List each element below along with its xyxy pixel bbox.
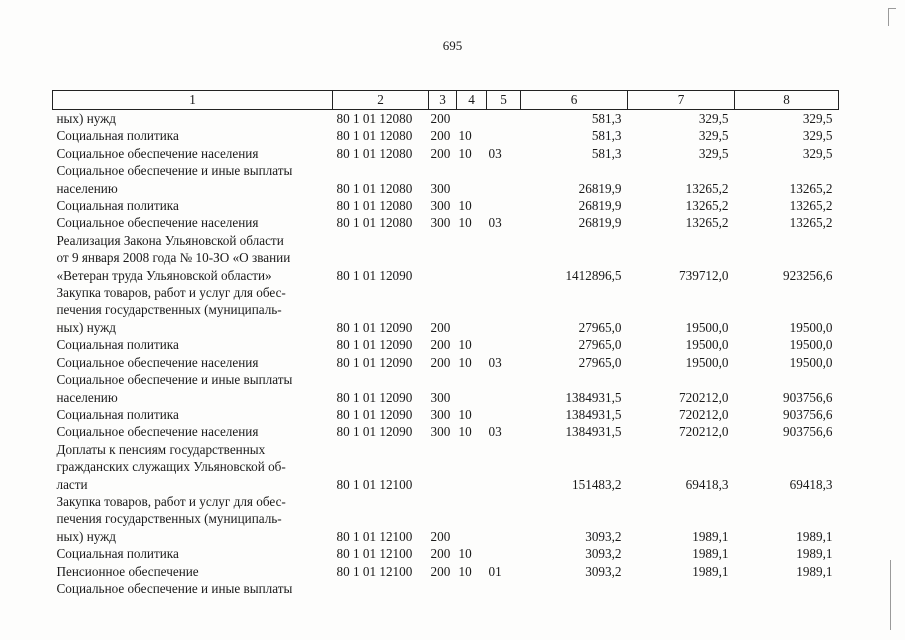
row-name-cell: печения государственных (муниципаль- — [56, 511, 282, 527]
row-name-cell: ных) нужд — [56, 528, 116, 544]
subsection-cell — [487, 545, 521, 562]
section-cell — [457, 301, 487, 318]
row-name-cell: Социальное обеспечение и иные выплаты — [56, 372, 293, 388]
amount-col-7-cell — [628, 301, 735, 318]
section-cell: 10 — [458, 546, 472, 562]
amount-col-7-cell: 19500,0 — [685, 337, 729, 353]
section-cell — [457, 162, 487, 179]
row-name-cell: Социальная политика — [56, 406, 179, 422]
amount-col-7-cell: 69418,3 — [685, 476, 729, 492]
amount-col-8-cell: 329,5 — [802, 111, 833, 126]
amount-col-7-cell — [628, 371, 735, 388]
amount-col-7-cell: 720212,0 — [679, 389, 729, 405]
subsection-cell — [487, 284, 521, 301]
section-cell: 10 — [458, 145, 472, 161]
row-name-cell: Социальная политика — [56, 198, 179, 214]
expense-type-cell: 200 — [430, 337, 451, 353]
amount-col-8-cell: 13265,2 — [789, 198, 833, 214]
row-name-cell: «Ветеран труда Ульяновской области» — [56, 267, 272, 283]
expense-type-cell: 200 — [430, 528, 451, 544]
expense-type-cell — [429, 267, 457, 284]
table-row — [53, 389, 839, 406]
budget-code-cell: 80 1 01 12090 — [336, 424, 413, 440]
column-header: 1 — [53, 91, 333, 110]
budget-code-cell: 80 1 01 12090 — [336, 354, 413, 370]
amount-col-8-cell: 19500,0 — [789, 319, 833, 335]
amount-col-8-cell: 13265,2 — [789, 180, 833, 196]
section-cell — [457, 267, 487, 284]
section-cell — [457, 371, 487, 388]
amount-col-6-cell: 3093,2 — [585, 528, 622, 544]
amount-col-6-cell — [521, 493, 628, 510]
table-row — [53, 371, 839, 388]
expense-type-cell — [429, 458, 457, 475]
amount-col-8-cell — [735, 371, 839, 388]
section-cell: 10 — [458, 198, 472, 214]
section-cell: 10 — [458, 215, 472, 231]
section-cell — [457, 528, 487, 545]
table-row — [53, 197, 839, 214]
subsection-cell: 03 — [488, 145, 502, 161]
amount-col-8-cell — [735, 458, 839, 475]
budget-code-cell — [333, 580, 429, 597]
expense-type-cell — [429, 580, 457, 597]
amount-col-8-cell — [735, 510, 839, 527]
expense-type-cell — [429, 493, 457, 510]
row-name-cell: Пенсионное обеспечение — [56, 563, 199, 579]
subsection-cell — [487, 493, 521, 510]
expense-type-cell — [429, 162, 457, 179]
expense-type-cell: 300 — [430, 180, 451, 196]
expense-type-cell: 200 — [430, 111, 451, 126]
expense-type-cell — [429, 249, 457, 266]
expense-type-cell: 200 — [430, 145, 451, 161]
budget-code-cell: 80 1 01 12100 — [336, 528, 413, 544]
row-name-cell: Закупка товаров, работ и услуг для обес- — [56, 493, 286, 509]
section-cell — [457, 284, 487, 301]
scan-edge-mark — [888, 8, 896, 9]
amount-col-8-cell: 903756,6 — [783, 406, 833, 422]
amount-col-7-cell: 13265,2 — [685, 215, 729, 231]
row-name-cell: Социальное обеспечение населения — [56, 354, 259, 370]
column-header: 7 — [628, 91, 735, 110]
page-number: 695 — [442, 38, 463, 53]
expense-type-cell: 300 — [430, 215, 451, 231]
amount-col-6-cell: 26819,9 — [578, 215, 622, 231]
amount-col-7-cell: 329,5 — [698, 128, 729, 144]
amount-col-8-cell — [735, 441, 839, 458]
subsection-cell — [487, 180, 521, 197]
subsection-cell — [487, 389, 521, 406]
subsection-cell — [487, 249, 521, 266]
table-body — [53, 110, 839, 598]
amount-col-7-cell: 329,5 — [698, 145, 729, 161]
row-name-cell: гражданских служащих Ульяновской об- — [56, 459, 286, 475]
section-cell — [457, 510, 487, 527]
column-header: 4 — [457, 91, 487, 110]
expense-type-cell — [429, 284, 457, 301]
table-row — [53, 476, 839, 493]
column-header: 5 — [487, 91, 521, 110]
table-row — [53, 319, 839, 336]
table-row — [53, 232, 839, 249]
amount-col-7-cell: 1989,1 — [692, 563, 729, 579]
amount-col-7-cell — [628, 162, 735, 179]
amount-col-6-cell — [521, 371, 628, 388]
column-header: 8 — [735, 91, 839, 110]
amount-col-7-cell: 720212,0 — [679, 406, 729, 422]
row-name-cell: Реализация Закона Ульяновской области — [56, 232, 284, 248]
row-name-cell: ных) нужд — [56, 319, 116, 335]
subsection-cell — [487, 580, 521, 597]
section-cell: 10 — [458, 337, 472, 353]
row-name-cell: Социальная политика — [56, 337, 179, 353]
table-row — [53, 406, 839, 423]
section-cell — [457, 232, 487, 249]
scan-edge-mark — [888, 8, 889, 26]
table-row — [53, 423, 839, 440]
expense-type-cell — [429, 476, 457, 493]
subsection-cell — [487, 110, 521, 128]
budget-code-cell: 80 1 01 12100 — [336, 563, 413, 579]
amount-col-8-cell: 19500,0 — [789, 354, 833, 370]
row-name-cell: ных) нужд — [56, 111, 116, 126]
amount-col-6-cell: 1384931,5 — [565, 406, 622, 422]
amount-col-6-cell: 26819,9 — [578, 180, 622, 196]
amount-col-8-cell: 903756,6 — [783, 424, 833, 440]
row-name-cell: Социальное обеспечение населения — [56, 215, 259, 231]
budget-code-cell: 80 1 01 12090 — [336, 319, 413, 335]
amount-col-7-cell: 1989,1 — [692, 546, 729, 562]
subsection-cell — [487, 319, 521, 336]
table-row — [53, 458, 839, 475]
section-cell — [457, 249, 487, 266]
amount-col-6-cell — [521, 301, 628, 318]
budget-code-cell — [333, 458, 429, 475]
section-cell — [457, 476, 487, 493]
section-cell — [457, 441, 487, 458]
section-cell: 10 — [458, 406, 472, 422]
amount-col-8-cell — [735, 301, 839, 318]
budget-code-cell — [333, 232, 429, 249]
budget-code-cell: 80 1 01 12090 — [336, 267, 413, 283]
amount-col-6-cell — [521, 441, 628, 458]
row-name-cell: печения государственных (муниципаль- — [56, 302, 282, 318]
amount-col-7-cell: 19500,0 — [685, 319, 729, 335]
amount-col-6-cell: 581,3 — [591, 145, 622, 161]
budget-code-cell — [333, 162, 429, 179]
expense-type-cell: 300 — [430, 406, 451, 422]
section-cell — [457, 319, 487, 336]
amount-col-8-cell — [735, 249, 839, 266]
amount-col-8-cell: 19500,0 — [789, 337, 833, 353]
column-number-header — [53, 91, 839, 110]
amount-col-6-cell: 27965,0 — [578, 319, 622, 335]
row-name-cell: от 9 января 2008 года № 10-ЗО «О звании — [56, 250, 291, 266]
expense-type-cell: 300 — [430, 198, 451, 214]
amount-col-6-cell: 1384931,5 — [565, 424, 622, 440]
amount-col-6-cell — [521, 249, 628, 266]
expense-type-cell: 200 — [430, 354, 451, 370]
budget-code-cell — [333, 493, 429, 510]
expense-type-cell: 200 — [430, 563, 451, 579]
amount-col-6-cell: 3093,2 — [585, 546, 622, 562]
amount-col-6-cell: 27965,0 — [578, 337, 622, 353]
subsection-cell — [487, 162, 521, 179]
amount-col-6-cell: 1412896,5 — [565, 267, 622, 283]
amount-col-6-cell — [521, 162, 628, 179]
budget-code-cell: 80 1 01 12080 — [336, 215, 413, 231]
amount-col-7-cell — [628, 493, 735, 510]
subsection-cell — [487, 371, 521, 388]
budget-code-cell — [333, 510, 429, 527]
table-row — [53, 441, 839, 458]
table-row — [53, 493, 839, 510]
budget-code-cell — [333, 249, 429, 266]
section-cell: 10 — [458, 424, 472, 440]
amount-col-7-cell — [628, 441, 735, 458]
budget-table — [52, 90, 839, 597]
budget-code-cell — [333, 371, 429, 388]
section-cell — [457, 580, 487, 597]
amount-col-6-cell: 26819,9 — [578, 198, 622, 214]
row-name-cell: Социальное обеспечение населения — [56, 145, 259, 161]
amount-col-8-cell: 69418,3 — [789, 476, 833, 492]
section-cell: 10 — [458, 128, 472, 144]
amount-col-6-cell — [521, 232, 628, 249]
expense-type-cell — [429, 510, 457, 527]
budget-code-cell — [333, 301, 429, 318]
table-row — [53, 214, 839, 231]
table-row — [53, 180, 839, 197]
amount-col-6-cell — [521, 510, 628, 527]
row-name-cell: ласти — [56, 476, 88, 492]
amount-col-8-cell — [735, 493, 839, 510]
subsection-cell — [487, 458, 521, 475]
budget-code-cell — [333, 441, 429, 458]
amount-col-7-cell: 13265,2 — [685, 180, 729, 196]
table-row — [53, 336, 839, 353]
column-header: 2 — [333, 91, 429, 110]
amount-col-6-cell — [521, 458, 628, 475]
amount-col-8-cell: 329,5 — [802, 145, 833, 161]
budget-code-cell: 80 1 01 12080 — [336, 198, 413, 214]
table-row — [53, 354, 839, 371]
subsection-cell — [487, 127, 521, 144]
amount-col-7-cell: 739712,0 — [679, 267, 729, 283]
amount-col-7-cell — [628, 580, 735, 597]
table-row — [53, 580, 839, 597]
section-cell: 10 — [458, 354, 472, 370]
amount-col-7-cell: 13265,2 — [685, 198, 729, 214]
row-name-cell: Закупка товаров, работ и услуг для обес- — [56, 285, 286, 301]
row-name-cell: Социальное обеспечение и иные выплаты — [56, 163, 293, 179]
amount-col-7-cell: 19500,0 — [685, 354, 729, 370]
section-cell — [457, 458, 487, 475]
subsection-cell: 01 — [488, 563, 502, 579]
section-cell — [457, 180, 487, 197]
row-name-cell: Доплаты к пенсиям государственных — [56, 441, 266, 457]
subsection-cell — [487, 476, 521, 493]
budget-code-cell: 80 1 01 12080 — [336, 180, 413, 196]
amount-col-8-cell: 13265,2 — [789, 215, 833, 231]
amount-col-8-cell: 1989,1 — [796, 563, 833, 579]
subsection-cell — [487, 301, 521, 318]
scan-edge-mark — [890, 560, 891, 630]
amount-col-8-cell — [735, 580, 839, 597]
amount-col-7-cell — [628, 232, 735, 249]
expense-type-cell: 300 — [430, 424, 451, 440]
amount-col-8-cell: 903756,6 — [783, 389, 833, 405]
section-cell — [457, 493, 487, 510]
amount-col-6-cell — [521, 580, 628, 597]
budget-code-cell: 80 1 01 12080 — [336, 111, 413, 126]
amount-col-7-cell — [628, 284, 735, 301]
expense-type-cell: 200 — [430, 546, 451, 562]
row-name-cell: Социальное обеспечение населения — [56, 424, 259, 440]
amount-col-6-cell: 1384931,5 — [565, 389, 622, 405]
budget-code-cell: 80 1 01 12100 — [336, 546, 413, 562]
budget-code-cell: 80 1 01 12090 — [336, 389, 413, 405]
table-row — [53, 267, 839, 284]
row-name-cell: Социальная политика — [56, 546, 179, 562]
expense-type-cell: 200 — [430, 128, 451, 144]
row-name-cell: населению — [56, 389, 118, 405]
budget-code-cell: 80 1 01 12080 — [336, 128, 413, 144]
amount-col-6-cell: 581,3 — [591, 111, 622, 126]
budget-code-cell: 80 1 01 12100 — [336, 476, 413, 492]
amount-col-8-cell: 329,5 — [802, 128, 833, 144]
expense-type-cell — [429, 371, 457, 388]
expense-type-cell: 200 — [430, 319, 451, 335]
subsection-cell: 03 — [488, 424, 502, 440]
amount-col-7-cell: 720212,0 — [679, 424, 729, 440]
amount-col-6-cell: 151483,2 — [572, 476, 622, 492]
section-cell: 10 — [458, 563, 472, 579]
row-name-cell: Социальная политика — [56, 128, 179, 144]
subsection-cell — [487, 232, 521, 249]
table-row — [53, 284, 839, 301]
table-row — [53, 249, 839, 266]
table-row — [53, 528, 839, 545]
expense-type-cell — [429, 441, 457, 458]
amount-col-8-cell: 1989,1 — [796, 546, 833, 562]
table-row — [53, 563, 839, 580]
expense-type-cell — [429, 232, 457, 249]
section-cell — [457, 389, 487, 406]
table-row — [53, 162, 839, 179]
section-cell — [457, 110, 487, 128]
table-row — [53, 110, 839, 128]
amount-col-8-cell — [735, 162, 839, 179]
budget-code-cell: 80 1 01 12090 — [336, 337, 413, 353]
subsection-cell — [487, 406, 521, 423]
subsection-cell — [487, 441, 521, 458]
amount-col-6-cell: 27965,0 — [578, 354, 622, 370]
subsection-cell: 03 — [488, 354, 502, 370]
amount-col-7-cell — [628, 458, 735, 475]
subsection-cell: 03 — [488, 215, 502, 231]
row-name-cell: Социальное обеспечение и иные выплаты — [56, 580, 293, 596]
amount-col-8-cell — [735, 232, 839, 249]
budget-table-wrapper — [52, 90, 838, 597]
amount-col-8-cell: 1989,1 — [796, 528, 833, 544]
table-row — [53, 510, 839, 527]
amount-col-6-cell: 581,3 — [591, 128, 622, 144]
amount-col-6-cell: 3093,2 — [585, 563, 622, 579]
subsection-cell — [487, 528, 521, 545]
column-header: 3 — [429, 91, 457, 110]
expense-type-cell: 300 — [430, 389, 451, 405]
amount-col-7-cell: 1989,1 — [692, 528, 729, 544]
amount-col-7-cell — [628, 249, 735, 266]
expense-type-cell — [429, 301, 457, 318]
budget-code-cell — [333, 284, 429, 301]
column-header: 6 — [521, 91, 628, 110]
amount-col-6-cell — [521, 284, 628, 301]
subsection-cell — [487, 267, 521, 284]
table-row — [53, 301, 839, 318]
amount-col-8-cell — [735, 284, 839, 301]
subsection-cell — [487, 197, 521, 214]
budget-code-cell: 80 1 01 12080 — [336, 145, 413, 161]
amount-col-7-cell: 329,5 — [698, 111, 729, 126]
row-name-cell: населению — [56, 180, 118, 196]
subsection-cell — [487, 336, 521, 353]
budget-code-cell: 80 1 01 12090 — [336, 406, 413, 422]
amount-col-8-cell: 923256,6 — [783, 267, 833, 283]
amount-col-7-cell — [628, 510, 735, 527]
subsection-cell — [487, 510, 521, 527]
table-row — [53, 127, 839, 144]
table-row — [53, 145, 839, 162]
table-row — [53, 545, 839, 562]
